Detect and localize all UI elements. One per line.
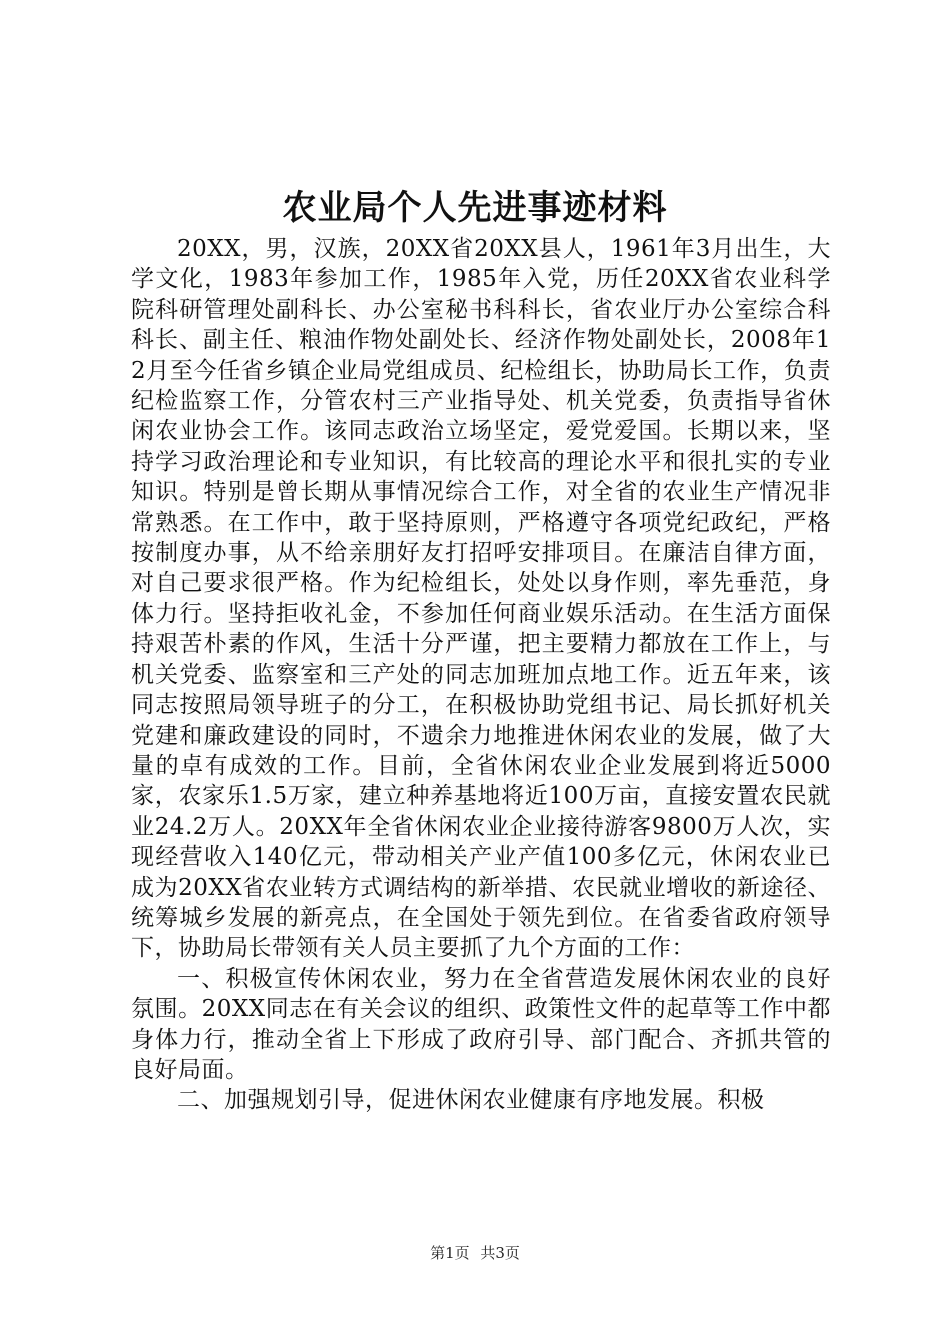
page-total: 共3页 xyxy=(480,1244,520,1262)
document-title: 农业局个人先进事迹材料 xyxy=(282,188,668,228)
document-body xyxy=(131,234,831,1116)
paragraph-point-one: 一、积极宣传休闲农业，努力在全省营造发展休闲农业的良好氛围。20XX同志在有关会议的组织、政策性文件的起草等工作中都身体力行，推动全省上下形成了政府引导、部门配合、齐抓共管的良好局面。 xyxy=(131,965,831,1083)
paragraph-point-two: 二、加强规划引导，促进休闲农业健康有序地发展。积极 xyxy=(177,1087,765,1114)
page-number: 第1页 xyxy=(430,1244,470,1262)
page-footer xyxy=(0,1243,950,1263)
paragraph-intro: 20XX，男，汉族，20XX省20XX县人，1961年3月出生，大学文化，1983年参加工作，1985年入党，历任20XX省农业科学院科研管理处副科长、办公室秘书科科长，省农业厅办公室综合科科长、副主任、粮油作物处副处长、经济作物处副处长，2008年12月至今任省乡镇企业局党组成员、纪检组长，协助局长工作，负责纪检监察工作，分管农村三产业指导处、机关党委，负责指导省休闲农业协会工作。该同志政治立场坚定，爱党爱国。长期以来，坚持学习政治理论和专业知识，有比较高的理论水平和很扎实的专业知识。特别是曾长期从事情况综合工作，对全省的农业生产情况非常熟悉。在工作中，敢于坚持原则，严格遵守各项党纪政纪，严格按制度办事，从不给亲朋好友打招呼安排项目。在廉洁自律方面，对自己要求很严格。作为纪检组长，处处以身作则，率先垂范，身体力行。坚持拒收礼金，不参加任何商业娱乐活动。在生活方面保持艰苦朴素的作风，生活十分严谨，把主要精力都放在工作上，与机关党委、监察室和三产处的同志加班加点地工作。近五年来，该同志按照局领导班子的分工，在积极协助党组书记、局长抓好机关党建和廉政建设的同时，不遗余力地推进休闲农业的发展，做了大量的卓有成效的工作。目前，全省休闲农业企业发展到将近5000家，农家乐1.5万家，建立种养基地将近100万亩，直接安置农民就业24.2万人。20XX年全省休闲农业企业接待游客9800万人次，实现经营收入140亿元，带动相关产业产值100多亿元，休闲农业已成为20XX省农业转方式调结构的新举措、农民就业增收的新途径、统筹城乡发展的新亮点，在全国处于领先到位。在省委省政府领导下，协助局长带领有关人员主要抓了九个方面的工作： xyxy=(131,236,831,962)
